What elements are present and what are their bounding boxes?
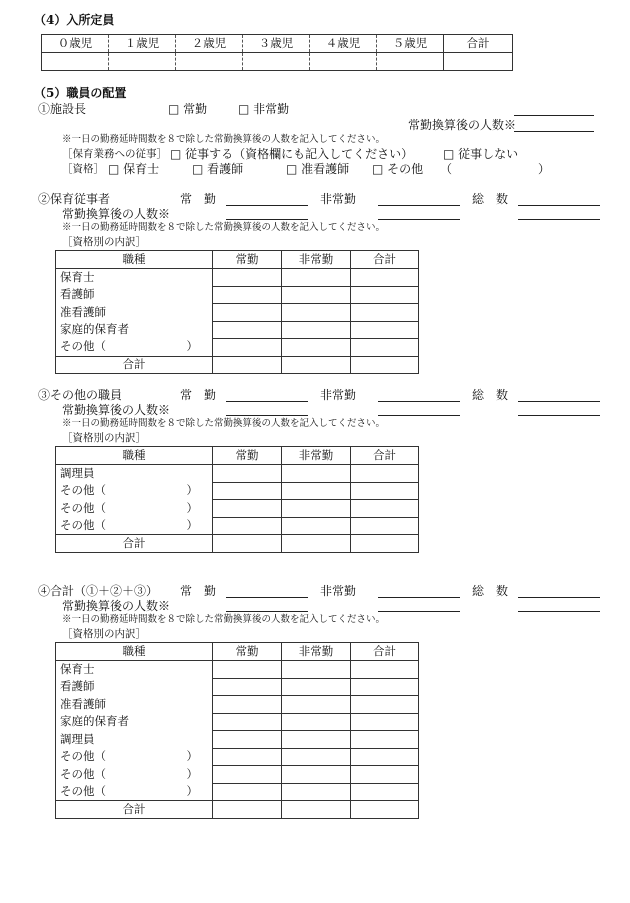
qual-other-checkbox[interactable]: □ その他	[372, 162, 424, 176]
age-total-header: 合計	[444, 35, 513, 53]
block2-conversion-label: 常勤換算後の人数※	[62, 207, 171, 221]
block4-header-job: 職種	[56, 643, 213, 661]
age-4-input[interactable]	[310, 53, 377, 71]
block4-conv-parttime-input[interactable]	[378, 611, 460, 612]
block2-cell[interactable]	[351, 304, 419, 322]
block4-header-total: 合計	[351, 643, 419, 661]
block2-fulltime-input[interactable]	[226, 205, 308, 206]
block2-parttime-input[interactable]	[378, 205, 460, 206]
block4-cell[interactable]	[213, 713, 282, 731]
age-3-input[interactable]	[243, 53, 310, 71]
block2-table	[55, 250, 419, 374]
block3-cell[interactable]	[213, 482, 282, 500]
capacity-header-row	[42, 35, 513, 53]
block4-cell[interactable]	[213, 801, 282, 819]
director-conversion-input[interactable]	[514, 131, 594, 132]
table-row	[56, 731, 419, 749]
age-0-input[interactable]	[42, 53, 109, 71]
block2-cell[interactable]	[282, 356, 351, 374]
table-row	[56, 321, 419, 339]
block4-row-label: 調理員	[56, 731, 213, 749]
section-4-title: （4）入所定員	[34, 13, 115, 27]
block4-total-label: 総 数	[472, 584, 509, 598]
block3-fulltime-input[interactable]	[226, 401, 308, 402]
director-engage-yes-checkbox[interactable]: □ 従事する（資格欄にも記入してください）	[170, 147, 414, 161]
block2-cell[interactable]	[351, 286, 419, 304]
table-row	[56, 748, 419, 766]
table-row	[56, 783, 419, 801]
block4-cell[interactable]	[282, 783, 351, 801]
block4-cell[interactable]	[351, 766, 419, 784]
qual-other-paren-close: ）	[538, 162, 551, 176]
block2-cell[interactable]	[213, 339, 282, 357]
qual-assoc-nurse-checkbox[interactable]: □ 准看護師	[286, 162, 350, 176]
block2-header-fulltime: 常勤	[213, 251, 282, 269]
block4-row-label: 家庭的保育者	[56, 713, 213, 731]
block4-fulltime-label: 常 勤	[180, 584, 217, 598]
block3-cell[interactable]	[351, 535, 419, 553]
block4-cell[interactable]	[213, 678, 282, 696]
table-row	[56, 304, 419, 322]
block4-cell[interactable]	[213, 783, 282, 801]
block3-cell[interactable]	[351, 465, 419, 483]
block3-cell[interactable]	[282, 500, 351, 518]
block3-cell[interactable]	[213, 517, 282, 535]
block4-parttime-label: 非常勤	[320, 584, 357, 598]
age-5-header: ５歳児	[377, 35, 444, 53]
block2-cell[interactable]	[282, 321, 351, 339]
block2-cell[interactable]	[351, 339, 419, 357]
age-0-header: ０歳児	[42, 35, 109, 53]
age-total-input[interactable]	[444, 53, 513, 71]
block3-cell[interactable]	[213, 465, 282, 483]
table-row	[56, 465, 419, 483]
block3-conv-total-input[interactable]	[518, 415, 600, 416]
block2-breakdown-label: ［資格別の内訳］	[62, 236, 146, 248]
block3-cell[interactable]	[351, 500, 419, 518]
director-engage-no-checkbox[interactable]: □ 従事しない	[443, 147, 519, 161]
block2-cell[interactable]	[282, 286, 351, 304]
age-4-header: ４歳児	[310, 35, 377, 53]
block3-note: ※一日の勤務延時間数を８で除した常勤換算後の人数を記入してください。	[62, 418, 386, 429]
block2-cell[interactable]	[282, 339, 351, 357]
table-row	[56, 766, 419, 784]
director-parttime-checkbox[interactable]: □ 非常勤	[238, 102, 290, 116]
block2-note: ※一日の勤務延時間数を８で除した常勤換算後の人数を記入してください。	[62, 222, 386, 233]
block2-cell[interactable]	[282, 304, 351, 322]
age-5-input[interactable]	[377, 53, 444, 71]
table-row	[56, 482, 419, 500]
block3-cell[interactable]	[282, 482, 351, 500]
table-row	[56, 339, 419, 357]
block2-cell[interactable]	[351, 321, 419, 339]
block4-cell[interactable]	[351, 696, 419, 714]
block3-cell[interactable]	[351, 482, 419, 500]
block4-table	[55, 642, 419, 819]
block4-cell[interactable]	[351, 731, 419, 749]
block4-row-label: その他（ ）	[56, 783, 213, 801]
block4-cell[interactable]	[282, 801, 351, 819]
block4-cell[interactable]	[213, 696, 282, 714]
block3-conv-fulltime-input[interactable]	[226, 415, 308, 416]
block2-row-label: 保育士	[56, 269, 213, 287]
block4-row-label: その他（ ）	[56, 766, 213, 784]
block4-total-row-label: 合計	[56, 801, 213, 819]
age-1-header: １歳児	[109, 35, 176, 53]
block2-cell[interactable]	[213, 356, 282, 374]
block4-parttime-input[interactable]	[378, 597, 460, 598]
section-5-title: （5）職員の配置	[34, 86, 127, 100]
block4-header-fulltime: 常勤	[213, 643, 282, 661]
table-row	[56, 678, 419, 696]
block4-row-label: 准看護師	[56, 696, 213, 714]
table-row	[56, 801, 419, 819]
block3-row-label: その他（ ）	[56, 517, 213, 535]
block2-header-parttime: 非常勤	[282, 251, 351, 269]
capacity-table	[41, 34, 513, 71]
block3-breakdown-label: ［資格別の内訳］	[62, 432, 146, 444]
block2-header-total: 合計	[351, 251, 419, 269]
director-fulltime-checkbox[interactable]: □ 常勤	[168, 102, 208, 116]
block3-conv-parttime-input[interactable]	[378, 415, 460, 416]
block3-parttime-input[interactable]	[378, 401, 460, 402]
block2-fulltime-label: 常 勤	[180, 192, 217, 206]
block2-cell[interactable]	[213, 286, 282, 304]
capacity-value-row	[42, 53, 513, 71]
block3-cell[interactable]	[213, 535, 282, 553]
block3-row-label: その他（ ）	[56, 500, 213, 518]
block3-header-job: 職種	[56, 447, 213, 465]
block4-header-parttime: 非常勤	[282, 643, 351, 661]
block2-row-label: 家庭的保育者	[56, 321, 213, 339]
table-row	[56, 517, 419, 535]
block4-cell[interactable]	[282, 748, 351, 766]
block4-cell[interactable]	[351, 748, 419, 766]
block4-cell[interactable]	[213, 661, 282, 679]
block3-cell[interactable]	[213, 500, 282, 518]
age-1-input[interactable]	[109, 53, 176, 71]
block3-row-label: その他（ ）	[56, 482, 213, 500]
block2-row-label: 看護師	[56, 286, 213, 304]
block4-cell[interactable]	[282, 731, 351, 749]
block2-conv-fulltime-input[interactable]	[226, 219, 308, 220]
table-row	[56, 713, 419, 731]
block4-cell[interactable]	[282, 713, 351, 731]
block2-total-row-label: 合計	[56, 356, 213, 374]
director-note: ※一日の勤務延時間数を８で除した常勤換算後の人数を記入してください。	[62, 134, 386, 145]
block4-conv-total-input[interactable]	[518, 611, 600, 612]
block4-conv-fulltime-input[interactable]	[226, 611, 308, 612]
block3-header-fulltime: 常勤	[213, 447, 282, 465]
block4-cell[interactable]	[213, 731, 282, 749]
block3-table	[55, 446, 419, 553]
block4-cell[interactable]	[351, 678, 419, 696]
table-row	[56, 356, 419, 374]
block4-fulltime-input[interactable]	[226, 597, 308, 598]
block2-conv-total-input[interactable]	[518, 219, 600, 220]
block4-cell[interactable]	[351, 713, 419, 731]
block3-total-label: 総 数	[472, 388, 509, 402]
age-2-header: ２歳児	[176, 35, 243, 53]
age-2-input[interactable]	[176, 53, 243, 71]
block4-cell[interactable]	[282, 678, 351, 696]
qual-nurse-checkbox[interactable]: □ 看護師	[192, 162, 244, 176]
age-3-header: ３歳児	[243, 35, 310, 53]
block4-cell[interactable]	[351, 801, 419, 819]
block3-cell[interactable]	[282, 465, 351, 483]
block2-row-label: その他（ ）	[56, 339, 213, 357]
table-row	[56, 286, 419, 304]
table-row	[56, 661, 419, 679]
block2-header-job: 職種	[56, 251, 213, 269]
block4-title: ④合計（①＋②＋③）	[38, 584, 159, 598]
qual-other-paren-open: （	[440, 162, 453, 176]
block4-cell[interactable]	[213, 748, 282, 766]
block4-conversion-label: 常勤換算後の人数※	[62, 599, 171, 613]
block3-title: ③その他の職員	[38, 388, 123, 402]
block3-cell[interactable]	[282, 535, 351, 553]
block4-cell[interactable]	[282, 696, 351, 714]
director-label: ①施設長	[38, 102, 87, 116]
block4-cell[interactable]	[351, 661, 419, 679]
block2-cell[interactable]	[351, 269, 419, 287]
block2-title: ②保育従事者	[38, 192, 111, 206]
director-top-line[interactable]	[514, 115, 594, 116]
block2-parttime-label: 非常勤	[320, 192, 357, 206]
block3-header-parttime: 非常勤	[282, 447, 351, 465]
block2-cell[interactable]	[213, 321, 282, 339]
block4-row-label: 保育士	[56, 661, 213, 679]
director-conversion-label: 常勤換算後の人数※	[408, 118, 517, 132]
block2-cell[interactable]	[282, 269, 351, 287]
block4-total-input[interactable]	[518, 597, 600, 598]
director-qual-label: ［資格］	[62, 163, 104, 175]
block2-total-label: 総 数	[472, 192, 509, 206]
table-row	[56, 269, 419, 287]
block4-note: ※一日の勤務延時間数を８で除した常勤換算後の人数を記入してください。	[62, 614, 386, 625]
block3-parttime-label: 非常勤	[320, 388, 357, 402]
block2-row-label: 准看護師	[56, 304, 213, 322]
block4-row-label: その他（ ）	[56, 748, 213, 766]
block2-total-input[interactable]	[518, 205, 600, 206]
block3-cell[interactable]	[351, 517, 419, 535]
block3-header-total: 合計	[351, 447, 419, 465]
table-row	[56, 500, 419, 518]
block4-cell[interactable]	[213, 766, 282, 784]
block3-conversion-label: 常勤換算後の人数※	[62, 403, 171, 417]
block3-total-row-label: 合計	[56, 535, 213, 553]
block2-cell[interactable]	[213, 304, 282, 322]
table-row	[56, 535, 419, 553]
table-row	[56, 696, 419, 714]
block2-conv-parttime-input[interactable]	[378, 219, 460, 220]
director-engage-label: ［保育業務への従事］	[62, 148, 167, 160]
block3-row-label: 調理員	[56, 465, 213, 483]
block2-cell[interactable]	[351, 356, 419, 374]
block4-breakdown-label: ［資格別の内訳］	[62, 628, 146, 640]
block3-total-input[interactable]	[518, 401, 600, 402]
block4-cell[interactable]	[351, 783, 419, 801]
block4-cell[interactable]	[282, 661, 351, 679]
block2-cell[interactable]	[213, 269, 282, 287]
block4-cell[interactable]	[282, 766, 351, 784]
block3-cell[interactable]	[282, 517, 351, 535]
block3-fulltime-label: 常 勤	[180, 388, 217, 402]
qual-hoikushi-checkbox[interactable]: □ 保育士	[108, 162, 160, 176]
block4-row-label: 看護師	[56, 678, 213, 696]
